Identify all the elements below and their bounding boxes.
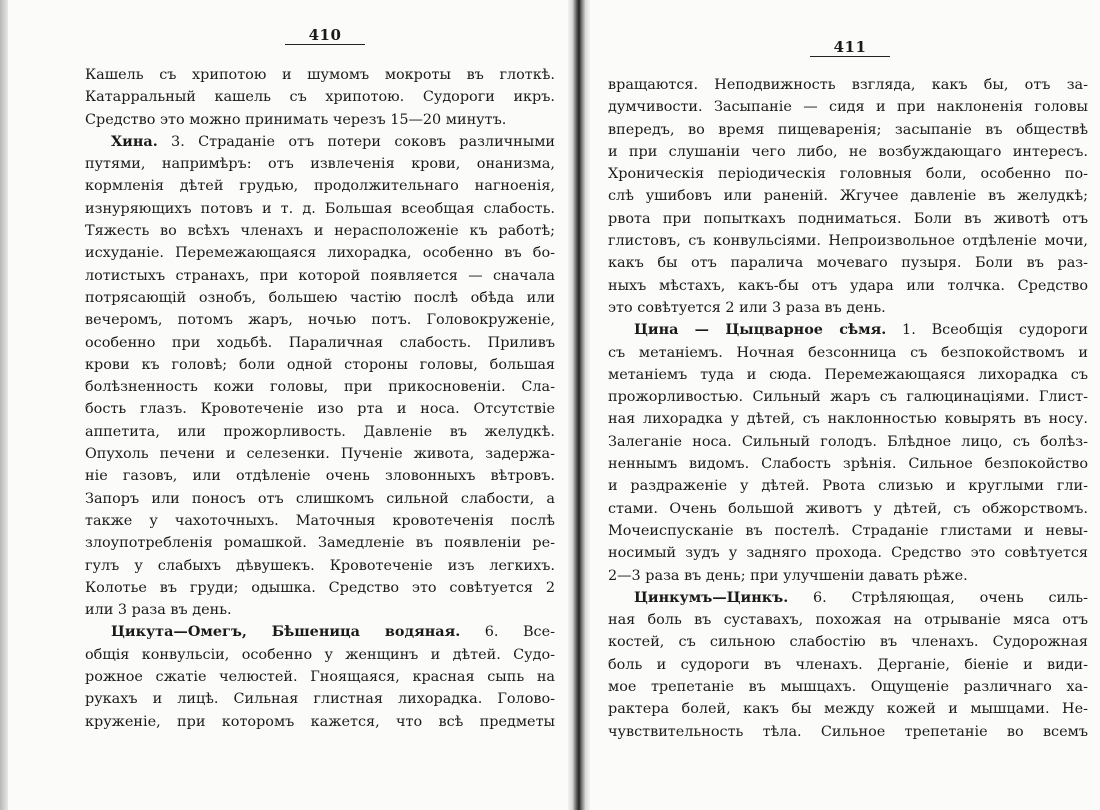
line-text: носимый зудъ у задняго прохода. Средство это совѣтуется bbox=[608, 545, 1088, 562]
remedy-heading: Цинкумъ—Цинкъ. bbox=[634, 588, 789, 606]
text-line bbox=[85, 109, 555, 131]
text-line bbox=[85, 153, 555, 175]
text-line bbox=[608, 609, 1088, 631]
remedy-heading: Цина — Цыцварное сѣмя. bbox=[634, 321, 887, 339]
line-text: лотистыхъ странахъ, при которой появляется — сначала bbox=[85, 267, 555, 284]
line-text: изнуряющихъ потовъ и т. д. Большая всеобщая слабость. bbox=[85, 200, 555, 217]
line-text: костей, съ сильною слабостію въ членахъ. Судорожная bbox=[608, 634, 1088, 651]
text-line bbox=[608, 631, 1088, 653]
line-text: рожное сжатіе челюстей. Гноящаяся, красная сыпь на bbox=[85, 669, 555, 686]
line-text: особенно при ходьбѣ. Параличная слабость. Приливъ bbox=[85, 334, 555, 351]
text-line bbox=[608, 431, 1088, 453]
text-line bbox=[85, 332, 555, 354]
text-line bbox=[85, 711, 555, 733]
line-text: исхуданіе. Перемежающаяся лихорадка, особенно въ бо- bbox=[85, 245, 555, 262]
text-line bbox=[85, 198, 555, 220]
remedy-heading: Цикута—Омегъ, Бѣшеница водяная. bbox=[111, 623, 461, 641]
text-line bbox=[608, 319, 1088, 341]
text-line bbox=[85, 175, 555, 197]
text-line bbox=[608, 453, 1088, 475]
text-line bbox=[85, 688, 555, 710]
text-line bbox=[85, 354, 555, 376]
line-text: 6. Стрѣляющая, очень силь- bbox=[788, 589, 1088, 606]
line-text: бость глазъ. Кровотеченіе изо рта и носа. Отсутствіе bbox=[85, 401, 555, 418]
line-text: ная лихорадка у дѣтей, съ наклонностью ковырять въ носу. bbox=[608, 411, 1088, 428]
line-text: круженіе, при которомъ кажется, что всѣ предметы bbox=[85, 713, 555, 730]
page-number: 411 bbox=[810, 38, 890, 57]
text-line bbox=[608, 252, 1088, 274]
text-line bbox=[85, 64, 555, 86]
line-text: Тяжесть во всѣхъ членахъ и нерасположеніе къ работѣ; bbox=[85, 223, 555, 240]
text-line bbox=[85, 265, 555, 287]
text-line bbox=[85, 309, 555, 331]
text-line bbox=[608, 565, 1088, 587]
text-line bbox=[608, 587, 1088, 609]
left-page bbox=[40, 0, 560, 810]
text-line bbox=[85, 555, 555, 577]
line-text: боль и судороги въ членахъ. Дерганіе, біеніе и види- bbox=[608, 656, 1088, 673]
line-text: слѣ ушибовъ или раненій. Жгучее давленіе въ желудкѣ; bbox=[608, 188, 1088, 205]
text-line bbox=[608, 163, 1088, 185]
line-text: ніе газовъ, или отдѣленіе очень зловонныхъ вѣтровъ. bbox=[85, 468, 555, 485]
line-text: вращаются. Неподвижность взгляда, какъ бы, отъ за- bbox=[608, 77, 1088, 93]
text-line bbox=[608, 74, 1088, 96]
line-text: Катарральный кашель съ хрипотою. Судороги икръ. bbox=[85, 89, 555, 106]
text-line bbox=[608, 386, 1088, 408]
line-text: аппетита, или прожорливость. Давленіе въ желудкѣ. bbox=[85, 423, 555, 440]
line-text: гулъ у слабыхъ дѣвушекъ. Кровотеченіе изъ легкихъ. bbox=[85, 557, 555, 574]
line-text: крови къ головѣ; боли одной стороны головы, большая bbox=[85, 356, 555, 373]
line-text: и при слушаніи чего либо, не возбуждающаго интересъ. bbox=[608, 143, 1088, 160]
line-text: ная боль въ суставахъ, похожая на отрываніе мяса отъ bbox=[608, 612, 1088, 629]
text-line bbox=[608, 297, 1088, 319]
line-text: путями, напримѣръ: отъ извлеченія крови, онанизма, bbox=[85, 156, 555, 173]
text-line bbox=[85, 599, 555, 621]
line-text: потрясающій ознобъ, большею частію послѣ обѣда или bbox=[85, 289, 555, 306]
line-text: Залеганіе носа. Сильный голодъ. Блѣдное лицо, съ болѣз- bbox=[608, 433, 1088, 450]
line-text: 3. Страданіе отъ потери соковъ различными bbox=[157, 133, 555, 150]
text-line bbox=[85, 242, 555, 264]
line-text: Опухоль печени и селезенки. Пученіе живота, задержа- bbox=[85, 446, 555, 463]
text-line bbox=[608, 342, 1088, 364]
line-text: неннымъ видомъ. Слабость зрѣнія. Сильное безпокойство bbox=[608, 456, 1088, 473]
text-line bbox=[608, 654, 1088, 676]
line-text: и раздраженіе у дѣтей. Рвота слизью и круглыми гли- bbox=[608, 478, 1088, 495]
line-text: Средство это можно принимать черезъ 15—20 минутъ. bbox=[85, 111, 507, 128]
line-text: 6. Все- bbox=[460, 624, 555, 641]
text-line bbox=[608, 141, 1088, 163]
text-line bbox=[608, 119, 1088, 141]
text-line bbox=[608, 96, 1088, 118]
page-number: 410 bbox=[285, 26, 365, 45]
text-line bbox=[608, 475, 1088, 497]
text-line bbox=[608, 698, 1088, 720]
text-line bbox=[85, 398, 555, 420]
text-line bbox=[85, 644, 555, 666]
line-text: думчивости. Засыпаніе — сидя и при наклоненія головы bbox=[608, 99, 1088, 116]
text-line bbox=[608, 498, 1088, 520]
line-text: Хроническія періодическія головныя боли, особенно по- bbox=[608, 166, 1088, 183]
line-text: болѣзненность кожи головы, при прикосновеніи. Сла- bbox=[85, 379, 555, 396]
text-line bbox=[85, 621, 555, 643]
text-line bbox=[608, 676, 1088, 698]
book-gutter bbox=[568, 0, 590, 810]
line-text: съ метаніемъ. Ночная безсонница съ безпокойствомъ и bbox=[608, 344, 1088, 361]
text-line bbox=[85, 86, 555, 108]
text-line bbox=[85, 131, 555, 153]
left-page-text bbox=[85, 64, 555, 733]
line-text: злоупотребленія ромашкой. Замедленіе въ появленіи ре- bbox=[85, 535, 555, 552]
line-text: рукахъ и лицѣ. Сильная глистная лихорадка. Голово- bbox=[85, 691, 555, 708]
line-text: Мочеиспусканіе въ постелѣ. Страданіе глистами и невы- bbox=[608, 522, 1088, 539]
text-line bbox=[85, 488, 555, 510]
line-text: Запоръ или поносъ отъ слишкомъ сильной слабости, а bbox=[85, 490, 555, 507]
line-text: кормленія дѣтей грудью, продолжительнаго нагноенія, bbox=[85, 178, 555, 195]
text-line bbox=[85, 666, 555, 688]
text-line bbox=[608, 364, 1088, 386]
line-text: метаніемъ туда и сюда. Перемежающаяся лихорадка съ bbox=[608, 366, 1088, 383]
line-text: общія конвульсіи, особенно у женщинъ и дѣтей. Судо- bbox=[85, 646, 555, 663]
line-text: вечеромъ, потомъ жаръ, ночью потъ. Головокруженіе, bbox=[85, 312, 555, 329]
text-line bbox=[85, 510, 555, 532]
text-line bbox=[85, 220, 555, 242]
text-line bbox=[85, 577, 555, 599]
line-text: мое трепетаніе въ мышцахъ. Ощущеніе различнаго ха- bbox=[608, 679, 1088, 696]
text-line bbox=[608, 230, 1088, 252]
line-text: впередъ, во время пищеваренія; засыпаніе въ обществѣ bbox=[608, 121, 1088, 138]
line-text: также у чахоточныхъ. Маточныя кровотеченія послѣ bbox=[85, 512, 555, 529]
line-text: 1. Всеобщія судороги bbox=[886, 322, 1088, 339]
line-text: или 3 раза въ день. bbox=[85, 602, 232, 619]
line-text: Колотье въ груди; одышка. Средство это совѣтуется 2 bbox=[85, 579, 555, 596]
text-line bbox=[85, 287, 555, 309]
right-page bbox=[596, 0, 1096, 810]
line-text: Кашель съ хрипотою и шумомъ мокроты въ глоткѣ. bbox=[85, 67, 555, 83]
line-text: глистовъ, съ конвульсіями. Непроизвольное отдѣленіе мочи, bbox=[608, 233, 1088, 250]
line-text: прожорливостью. Сильный жаръ съ галюцинаціями. Глист- bbox=[608, 389, 1088, 406]
line-text: это совѣтуется 2 или 3 раза въ день. bbox=[608, 299, 886, 316]
line-text: стами. Очень большой животъ у дѣтей, съ обжорствомъ. bbox=[608, 500, 1088, 517]
text-line bbox=[85, 443, 555, 465]
text-line bbox=[608, 275, 1088, 297]
text-line bbox=[85, 465, 555, 487]
text-line bbox=[85, 532, 555, 554]
text-line bbox=[608, 520, 1088, 542]
text-line bbox=[608, 408, 1088, 430]
text-line bbox=[85, 421, 555, 443]
text-line bbox=[608, 542, 1088, 564]
text-line bbox=[608, 185, 1088, 207]
line-text: 2—3 раза въ день; при улучшеніи давать рѣже. bbox=[608, 567, 968, 584]
page-edge-shadow bbox=[0, 0, 8, 810]
line-text: какъ бы отъ паралича мочеваго пузыря. Боли въ раз- bbox=[608, 255, 1088, 272]
remedy-heading: Хина. bbox=[111, 132, 158, 150]
text-line bbox=[85, 376, 555, 398]
line-text: рвота при попыткахъ подниматься. Боли въ животѣ отъ bbox=[608, 210, 1088, 227]
text-line bbox=[608, 721, 1088, 743]
right-page-text bbox=[608, 74, 1088, 743]
text-line bbox=[608, 208, 1088, 230]
line-text: ныхъ мѣстахъ, какъ-бы отъ удара или толчка. Средство bbox=[608, 277, 1088, 294]
line-text: чувствительность тѣла. Сильное трепетаніе во всемъ bbox=[608, 723, 1088, 740]
line-text: рактера болей, какъ бы между кожей и мышцами. Не- bbox=[608, 701, 1088, 718]
